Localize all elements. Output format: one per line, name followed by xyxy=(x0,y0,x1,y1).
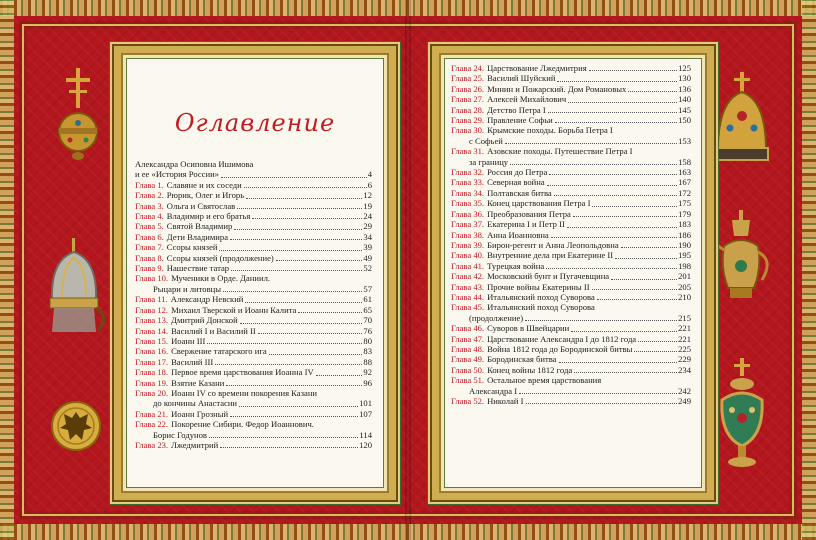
page-number: 145 xyxy=(678,104,691,115)
chapter-title: Детство Петра I xyxy=(487,104,546,115)
leader-dots xyxy=(519,393,677,394)
toc-entry[interactable] xyxy=(451,167,691,177)
chapter-title: Дмитрий Донской xyxy=(171,315,238,326)
toc-entry[interactable] xyxy=(451,386,691,396)
page-number: 163 xyxy=(678,167,691,178)
toc-entry[interactable] xyxy=(135,315,372,325)
chapter-title: Первое время царствования Иоанна IV xyxy=(171,367,314,378)
toc-entry[interactable] xyxy=(451,282,691,292)
toc-list-right xyxy=(451,63,691,406)
chapter-number: Глава 20. xyxy=(135,387,169,398)
chapter-title: Нашествие татар xyxy=(166,263,230,274)
toc-entry[interactable] xyxy=(135,326,372,336)
chapter-number: Глава 35. xyxy=(451,198,485,209)
leader-dots xyxy=(568,102,677,103)
leader-dots xyxy=(505,143,677,144)
toc-entry[interactable] xyxy=(451,323,691,333)
page-number: 65 xyxy=(363,304,372,315)
toc-entry[interactable] xyxy=(451,302,691,312)
toc-list-left xyxy=(135,159,372,450)
toc-entry[interactable] xyxy=(135,346,372,356)
leader-dots xyxy=(219,250,362,251)
toc-entry[interactable] xyxy=(451,105,691,115)
chapter-title: Алексей Михайлович xyxy=(487,94,567,105)
chapter-number: Глава 13. xyxy=(135,315,169,326)
leader-dots xyxy=(239,406,358,407)
leader-dots xyxy=(276,260,363,261)
toc-entry[interactable] xyxy=(135,201,372,211)
leader-dots xyxy=(547,185,677,186)
page-number: 175 xyxy=(678,198,691,209)
page-number: 242 xyxy=(678,385,691,396)
chapter-title: Рюрик, Олег и Игорь xyxy=(166,190,245,201)
toc-entry[interactable] xyxy=(135,159,372,169)
leader-dots xyxy=(221,177,367,178)
page-number: 198 xyxy=(678,260,691,271)
chapter-title: Свержение татарского ига xyxy=(171,346,267,357)
chapter-number: Глава 2. xyxy=(135,190,164,201)
leader-dots xyxy=(298,312,362,313)
toc-entry[interactable] xyxy=(451,261,691,271)
chapter-title: Мученики в Орде. Даниил. xyxy=(171,273,271,284)
chapter-title: Славяне и их соседи xyxy=(166,179,242,190)
toc-page-right xyxy=(432,46,714,500)
chapter-title: Ссоры князей (продолжение) xyxy=(166,252,274,263)
chapter-number: Глава 21. xyxy=(135,408,169,419)
page-title: Оглавление xyxy=(174,109,336,137)
ornament-border-right xyxy=(802,0,816,540)
toc-entry[interactable] xyxy=(135,294,372,304)
toc-entry[interactable] xyxy=(135,273,372,283)
toc-entry[interactable] xyxy=(451,375,691,385)
leader-dots xyxy=(571,331,677,332)
chapter-title: с Софьей xyxy=(469,135,503,146)
leader-dots xyxy=(234,229,362,230)
page-number: 195 xyxy=(678,250,691,261)
toc-entry[interactable] xyxy=(451,250,691,260)
toc-entry[interactable] xyxy=(451,157,691,167)
toc-entry[interactable] xyxy=(135,221,372,231)
chapter-number: Глава 38. xyxy=(451,229,485,240)
leader-dots xyxy=(592,206,677,207)
page-number: 167 xyxy=(678,177,691,188)
chapter-title: Конец войны 1812 года xyxy=(487,364,573,375)
chapter-number: Глава 10. xyxy=(135,273,169,284)
chapter-number: Глава 7. xyxy=(135,242,164,253)
page-number: 61 xyxy=(363,294,372,305)
toc-entry[interactable] xyxy=(135,284,372,294)
toc-entry[interactable] xyxy=(135,336,372,346)
chapter-number: Глава 11. xyxy=(135,294,168,305)
page-number: 80 xyxy=(363,335,372,346)
chapter-number: Глава 6. xyxy=(135,231,164,242)
toc-entry[interactable] xyxy=(451,73,691,83)
toc-entry[interactable] xyxy=(135,378,372,388)
chapter-title: Александра I xyxy=(469,385,518,396)
page-number: 249 xyxy=(678,396,691,406)
orb-cross-icon xyxy=(56,66,100,184)
chapter-title: Борис Годунов xyxy=(153,429,207,440)
page-number: 92 xyxy=(363,367,372,378)
page-number: 70 xyxy=(363,315,372,326)
chapter-title: Екатерина I и Петр II xyxy=(487,219,565,230)
page-number: 205 xyxy=(678,281,691,292)
leader-dots xyxy=(220,447,358,448)
chapter-title: Святой Владимир xyxy=(166,221,233,232)
chapter-title: Преобразования Петра xyxy=(487,208,571,219)
chapter-title: Внутренние дела при Екатерине II xyxy=(487,250,614,261)
toc-entry[interactable] xyxy=(451,365,691,375)
page-number: 101 xyxy=(359,398,372,409)
page-number: 49 xyxy=(363,252,372,263)
chapter-title: Турецкая война xyxy=(487,260,545,271)
chapter-title: Бирон-регент и Анна Леопольдовна xyxy=(487,239,619,250)
leader-dots xyxy=(555,122,677,123)
chapter-number: Глава 43. xyxy=(451,281,485,292)
chapter-number: Глава 4. xyxy=(135,211,164,222)
page-number: 183 xyxy=(678,219,691,230)
toc-entry[interactable] xyxy=(451,271,691,281)
chapter-number: Глава 14. xyxy=(135,325,169,336)
chapter-title: Бородинская битва xyxy=(487,354,557,365)
leader-dots xyxy=(559,362,678,363)
page-number: 186 xyxy=(678,229,691,240)
leader-dots xyxy=(316,375,363,376)
book-gutter xyxy=(405,0,411,540)
chapter-number: Глава 31. xyxy=(451,146,485,157)
chapter-title: Суворов в Швейцарии xyxy=(487,323,570,334)
leader-dots xyxy=(611,279,677,280)
chapter-title: Ссоры князей xyxy=(166,242,218,253)
page-number: 29 xyxy=(363,221,372,232)
leader-dots xyxy=(230,239,362,240)
chapter-number: Глава 48. xyxy=(451,343,485,354)
toc-entry[interactable] xyxy=(135,180,372,190)
page-number: 234 xyxy=(678,364,691,375)
chapter-title: за границу xyxy=(469,156,509,167)
leader-dots xyxy=(252,218,362,219)
ornament-border-left xyxy=(0,0,14,540)
toc-entry[interactable] xyxy=(135,398,372,408)
toc-entry[interactable] xyxy=(135,357,372,367)
toc-entry[interactable] xyxy=(451,177,691,187)
chapter-number: Глава 44. xyxy=(451,291,485,302)
toc-entry[interactable] xyxy=(135,430,372,440)
leader-dots xyxy=(246,198,362,199)
chapter-title: Конец царствования Петра I xyxy=(487,198,591,209)
chapter-number: Глава 46. xyxy=(451,323,485,334)
toc-entry[interactable] xyxy=(451,136,691,146)
chapter-title: Азовские походы. Путешествие Петра I xyxy=(487,146,633,157)
chapter-number: Глава 9. xyxy=(135,263,164,274)
page-number: 150 xyxy=(678,115,691,126)
helmet-icon xyxy=(40,236,108,336)
page-number: 57 xyxy=(363,283,372,294)
page-number: 6 xyxy=(367,179,372,190)
page-number: 4 xyxy=(367,169,372,180)
double-eagle-medal-icon xyxy=(50,400,102,452)
leader-dots xyxy=(554,195,677,196)
chapter-number: Глава 19. xyxy=(135,377,169,388)
chapter-title: Взятие Казани xyxy=(171,377,225,388)
page-number: 107 xyxy=(359,408,372,419)
page-number: 24 xyxy=(363,211,372,222)
page-number: 34 xyxy=(363,231,372,242)
leader-dots xyxy=(215,364,362,365)
chapter-title: Лжедмитрий xyxy=(171,439,219,450)
toc-entry[interactable] xyxy=(135,388,372,398)
chapter-title: и ее «История России» xyxy=(135,169,219,180)
chapter-number: Глава 25. xyxy=(451,73,485,84)
chapter-title: Иоанн IV со времени покорения Казани xyxy=(171,387,318,398)
chapter-title: (продолжение) xyxy=(469,312,524,323)
leader-dots xyxy=(525,320,677,321)
page-number: 114 xyxy=(359,429,372,440)
toc-entry[interactable] xyxy=(451,188,691,198)
leader-dots xyxy=(638,341,677,342)
toc-entry[interactable] xyxy=(135,305,372,315)
leader-dots xyxy=(628,91,677,92)
toc-entry[interactable] xyxy=(135,367,372,377)
toc-entry[interactable] xyxy=(135,253,372,263)
page-number: 221 xyxy=(678,323,691,334)
leader-dots xyxy=(615,258,677,259)
crown-icon xyxy=(712,70,772,170)
toc-page-left xyxy=(114,46,396,500)
chapter-title: Правление Софьи xyxy=(487,115,553,126)
chapter-number: Глава 18. xyxy=(135,367,169,378)
leader-dots xyxy=(549,174,677,175)
chapter-number: Глава 30. xyxy=(451,125,485,136)
toc-entry[interactable] xyxy=(451,396,691,406)
chapter-title: Василий I и Василий II xyxy=(171,325,256,336)
chapter-number: Глава 17. xyxy=(135,356,169,367)
page-number: 120 xyxy=(359,439,372,450)
chapter-number: Глава 22. xyxy=(135,419,169,430)
chapter-title: Война 1812 года до Бородинской битвы xyxy=(487,343,633,354)
chapter-number: Глава 39. xyxy=(451,239,485,250)
leader-dots xyxy=(592,289,678,290)
leader-dots xyxy=(546,268,677,269)
chapter-title: Царствование Лжедмитрия xyxy=(487,63,587,73)
leader-dots xyxy=(237,208,362,209)
chapter-title: Владимир и его братья xyxy=(166,211,251,222)
ewer-icon xyxy=(706,208,776,308)
leader-dots xyxy=(573,216,677,217)
page-number: 19 xyxy=(363,200,372,211)
chapter-number: Глава 3. xyxy=(135,200,164,211)
page-number: 88 xyxy=(363,356,372,367)
toc-entry[interactable] xyxy=(451,146,691,156)
leader-dots xyxy=(258,333,363,334)
toc-entry[interactable] xyxy=(451,230,691,240)
leader-dots xyxy=(589,70,677,71)
page-number: 210 xyxy=(678,291,691,302)
leader-dots xyxy=(240,323,363,324)
chapter-title: Московский бунт и Пугачевщина xyxy=(487,271,610,282)
leader-dots xyxy=(510,164,677,165)
page-number: 125 xyxy=(678,63,691,73)
toc-entry[interactable] xyxy=(451,84,691,94)
page-number: 153 xyxy=(678,135,691,146)
chapter-title: Царствование Александра I до 1812 года xyxy=(487,333,637,344)
chapter-number: Глава 27. xyxy=(451,94,485,105)
chapter-title: до кончины Анастасии xyxy=(153,398,238,409)
chapter-number: Глава 8. xyxy=(135,252,164,263)
leader-dots xyxy=(269,354,363,355)
toc-entry[interactable] xyxy=(451,115,691,125)
tall-cup-icon xyxy=(712,356,772,472)
chapter-title: Итальянский поход Суворова xyxy=(487,302,595,313)
toc-entry[interactable] xyxy=(135,263,372,273)
chapter-number: Глава 51. xyxy=(451,375,485,386)
leader-dots xyxy=(207,343,362,344)
page-number: 12 xyxy=(363,190,372,201)
toc-entry[interactable] xyxy=(451,313,691,323)
page-number: 158 xyxy=(678,156,691,167)
toc-entry[interactable] xyxy=(451,198,691,208)
toc-entry[interactable] xyxy=(135,211,372,221)
chapter-number: Глава 16. xyxy=(135,346,169,357)
chapter-number: Глава 47. xyxy=(451,333,485,344)
toc-entry[interactable] xyxy=(451,292,691,302)
page-number: 83 xyxy=(363,346,372,357)
chapter-title: Василий III xyxy=(171,356,214,367)
chapter-number: Глава 33. xyxy=(451,177,485,188)
chapter-title: Александра Осиповна Ишимова xyxy=(135,159,254,169)
chapter-title: Покорение Сибири. Федор Иоаннович. xyxy=(171,419,314,430)
chapter-number: Глава 24. xyxy=(451,63,485,73)
leader-dots xyxy=(634,351,677,352)
toc-entry[interactable] xyxy=(135,232,372,242)
chapter-number: Глава 34. xyxy=(451,187,485,198)
page-number: 225 xyxy=(678,343,691,354)
chapter-title: Остальное время царствования xyxy=(487,375,602,386)
chapter-title: Итальянский поход Суворова xyxy=(487,291,595,302)
chapter-title: Рыцари и литовцы xyxy=(153,283,222,294)
chapter-number: Глава 42. xyxy=(451,271,485,282)
leader-dots xyxy=(548,112,677,113)
toc-entry[interactable] xyxy=(135,190,372,200)
leader-dots xyxy=(526,403,678,404)
chapter-title: Василий Шуйский xyxy=(487,73,556,84)
toc-entry[interactable] xyxy=(451,334,691,344)
toc-entry[interactable] xyxy=(451,219,691,229)
leader-dots xyxy=(567,227,677,228)
page-number: 136 xyxy=(678,83,691,94)
chapter-number: Глава 36. xyxy=(451,208,485,219)
page-number: 140 xyxy=(678,94,691,105)
page-number: 39 xyxy=(363,242,372,253)
toc-entry[interactable] xyxy=(135,409,372,419)
page-number: 52 xyxy=(363,263,372,274)
chapter-number: Глава 28. xyxy=(451,104,485,115)
chapter-number: Глава 45. xyxy=(451,302,485,313)
chapter-title: Северная война xyxy=(487,177,545,188)
leader-dots xyxy=(574,372,677,373)
chapter-title: Ольга и Святослав xyxy=(166,200,236,211)
chapter-number: Глава 49. xyxy=(451,354,485,365)
chapter-number: Глава 41. xyxy=(451,260,485,271)
page-number: 190 xyxy=(678,239,691,250)
toc-entry[interactable] xyxy=(451,63,691,73)
chapter-number: Глава 29. xyxy=(451,115,485,126)
leader-dots xyxy=(230,416,358,417)
leader-dots xyxy=(551,237,677,238)
toc-entry[interactable] xyxy=(135,169,372,179)
chapter-number: Глава 32. xyxy=(451,167,485,178)
chapter-number: Глава 23. xyxy=(135,439,169,450)
chapter-title: Иоанн Грозный xyxy=(171,408,229,419)
chapter-number: Глава 50. xyxy=(451,364,485,375)
leader-dots xyxy=(244,187,367,188)
leader-dots xyxy=(226,385,362,386)
toc-entry[interactable] xyxy=(135,419,372,429)
chapter-title: Прочие войны Екатерины II xyxy=(487,281,590,292)
chapter-number: Глава 5. xyxy=(135,221,164,232)
chapter-title: Иоанн III xyxy=(171,335,206,346)
page-number: 229 xyxy=(678,354,691,365)
chapter-title: Крымские походы. Борьба Петра I xyxy=(487,125,613,136)
page-number: 221 xyxy=(678,333,691,344)
chapter-title: Николай I xyxy=(487,396,524,406)
leader-dots xyxy=(557,81,677,82)
chapter-title: Минин и Пожарский. Дом Романовых xyxy=(487,83,627,94)
page-number: 179 xyxy=(678,208,691,219)
chapter-number: Глава 1. xyxy=(135,179,164,190)
chapter-title: Анна Иоанновна xyxy=(487,229,549,240)
chapter-number: Глава 15. xyxy=(135,335,169,346)
page-number: 130 xyxy=(678,73,691,84)
page-number: 215 xyxy=(678,312,691,323)
chapter-number: Глава 40. xyxy=(451,250,485,261)
chapter-title: Михаил Тверской и Иоанн Калита xyxy=(171,304,297,315)
toc-entry[interactable] xyxy=(451,354,691,364)
leader-dots xyxy=(597,299,677,300)
toc-entry[interactable] xyxy=(451,209,691,219)
toc-entry[interactable] xyxy=(451,125,691,135)
chapter-title: Александр Невский xyxy=(170,294,244,305)
chapter-number: Глава 26. xyxy=(451,83,485,94)
chapter-number: Глава 52. xyxy=(451,396,485,406)
toc-entry[interactable] xyxy=(451,344,691,354)
leader-dots xyxy=(621,247,677,248)
page-number: 172 xyxy=(678,187,691,198)
leader-dots xyxy=(231,270,362,271)
chapter-title: Полтавская битва xyxy=(487,187,552,198)
page-number: 76 xyxy=(363,325,372,336)
chapter-title: Россия до Петра xyxy=(487,167,548,178)
leader-dots xyxy=(223,291,362,292)
chapter-number: Глава 12. xyxy=(135,304,169,315)
chapter-title: Дети Владимира xyxy=(166,231,229,242)
leader-dots xyxy=(209,437,358,438)
leader-dots xyxy=(245,302,362,303)
chapter-number: Глава 37. xyxy=(451,219,485,230)
toc-entry[interactable] xyxy=(135,440,372,450)
toc-entry[interactable] xyxy=(135,242,372,252)
page-number: 96 xyxy=(363,377,372,388)
page-number: 201 xyxy=(678,271,691,282)
toc-entry[interactable] xyxy=(451,240,691,250)
toc-entry[interactable] xyxy=(451,94,691,104)
